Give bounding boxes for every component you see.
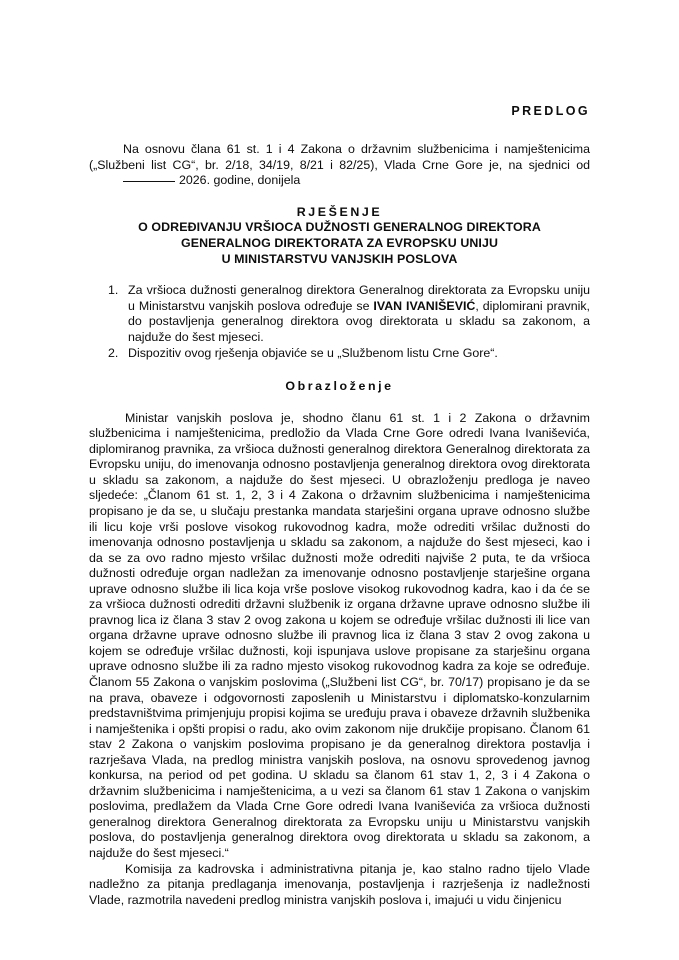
decision-title-line-2: GENERALNOG DIREKTORATA ZA EVROPSKU UNIJU [181,235,498,250]
intro-date-tail: 2026. godine, donijela [179,173,301,188]
list-item-text-after: , diplomirani pravnik, do postavljenja generalnog direktora ovog direktorata u skladu sa zakonom, a najduže do šest mjeseci. [128,298,590,344]
decision-title-main: RJEŠENJE [296,204,383,219]
list-item-number: 2. [108,345,119,360]
explanation-paragraph: Komisija za kadrovska i administrativna pitanja je, kao stalno radno tijelo Vlade nadležno za pitanja predlaganja imenovanja, postavljenja i razrješenja iz nadležnosti Vlade, razmotrila navedeni predlog ministra vanjskih poslova i, imajući u vidu činjenicu [89,861,590,907]
list-item [89,346,590,362]
document-content [89,0,590,908]
list-item-text-before: Za vršioca dužnosti generalnog direktora Generalnog direktorata za Evropsku uniju u Ministarstvu vanjskih poslova određuje se [128,283,590,313]
explanation-paragraph: Ministar vanjskih poslova je, shodno članu 61 st. 1 i 2 Zakona o državnim službenicima i namještenicima, predložio da Vlada Crne Gore odredi Ivana Ivaniševića, diplomiranog pravnika, za vršioca dužnosti generalnog direktora Generalnog direktorata za Evropsku uniju, do imenovanja odnosno postavljenja generalnog direktora ovog direktorata u skladu sa zakonom, a najduže do šest mjeseci. U obrazloženju predloga je naveo sljedeće: „Članom 61 st. 1, 2, 3 i 4 Zakona o državnim službenicima i namještenicima propisano je da se, u slučaju prestanka mandata starješini organa uprave odnosno službe ili licu koje vrši poslove visokog rukovodnog kadra, može odrediti vršilac dužnosti do imenovanja odnosno postavljenja u skladu sa zakonom, a najduže do šest mjeseci, kao i da se za ovo radno mjesto vršilac dužnosti može odrediti najviše 2 puta, te da vršioca dužnosti određuje organ nadležan za imenovanje odnosno postavljenje starješine organa uprave odnosno službe ili lica koja vrše poslove visokog rukovodnog kadra, kao i da će se za vršioca dužnosti odrediti državni službenik iz organa državne uprave odnosno službe ili pravnog lica iz člana 3 stav 2 ovog zakona u kojem se određuje vršilac dužnosti ili lice van organa državne uprave odnosno službe ili pravnog lica iz člana 3 stav 2 ovog zakona u kojem se određuje vršilac dužnosti, koji ispunjava uslove propisane za starješinu organa uprave odnosno službe ili za radno mjesto visokog rukovodnog kadra za koje se određuje. Članom 55 Zakona o vanjskim poslovima („Službeni list CG“, br. 70/17) propisano je da se na prava, obaveze i odgovornosti zaposlenih u Ministarstvu i diplomatsko-konzularnim predstavništvima primjenjuju propisi kojima se uređuju prava i obaveze državnih službenika i namještenika i opšti propisi o radu, ako ovim zakonom nije drukčije propisano. Članom 61 stav 2 Zakona o vanjskim poslovima propisano je da generalnog direktora postavlja i razrješava Vlada, na predlog ministra vanjskih poslova, na osnovu sprovedenog javnog konkursa, na period od pet godina. U skladu sa članom 61 stav 1, 2, 3 i 4 Zakona o državnim službenicima i namještenicima, a u vezi sa članom 61 stav 1 Zakona o vanjskim poslovima, predlažem da Vlada Crne Gore odredi Ivana Ivaniševića za vršioca dužnosti generalnog direktora Generalnog direktorata za Evropsku uniju u Ministarstvu vanjskih poslova, do postavljenja generalnog direktora ovog direktorata u skladu sa zakonom, a najduže do šest mjeseci.“ [89,410,590,861]
decision-title-line-1: O ODREĐIVANJU VRŠIOCA DUŽNOSTI GENERALNOG DIREKTORA [138,220,541,235]
intro-paragraph [89,142,590,189]
list-item-number: 1. [108,283,119,298]
decision-list [89,283,590,361]
decision-title-line-3: U MINISTARSTVU VANJSKIH POSLOVA [221,251,458,266]
appointee-name: IVAN IVANIŠEVIĆ [373,298,476,313]
intro-text: Na osnovu člana 61 st. 1 i 4 Zakona o državnim službenicima i namještenicima („Službeni list CG“, br. 2/18, 34/19, 8/21 i 82/25), Vlada Crne Gore je, na sjednici od [89,142,590,172]
date-blank-rule [123,181,175,182]
document-kicker: PREDLOG [511,104,590,118]
list-item-text-before: Dispozitiv ovog rješenja objaviće se u „Službenom listu Crne Gore“. [128,345,498,360]
explanation-body [89,411,590,909]
list-item [89,283,590,345]
explanation-heading: Obrazloženje [285,379,394,394]
decision-title-block [89,205,590,267]
